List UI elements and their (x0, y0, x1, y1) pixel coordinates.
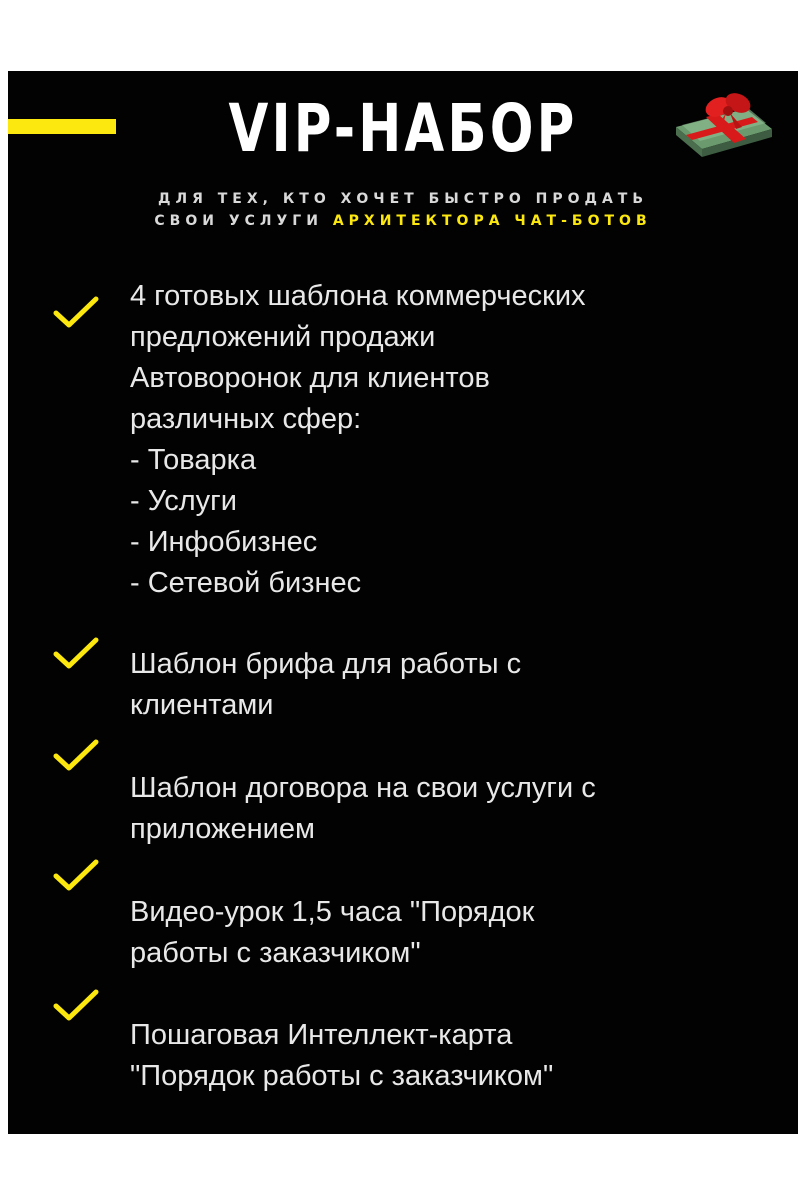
checkmark-icon (52, 736, 102, 776)
checkmark-icon (52, 634, 102, 674)
checkmark-icon (52, 856, 102, 896)
checkmark-icon (52, 986, 102, 1026)
list-item-text: Шаблон договора на свои услуги с приложением (130, 772, 596, 845)
list-item-text: Видео-урок 1,5 часа "Порядок работы с заказчиком" (130, 896, 535, 969)
subtitle-highlight: АРХИТЕКТОРА ЧАТ-БОТОВ (332, 213, 652, 229)
list-item-text: Пошаговая Интеллект-карта "Порядок работы с заказчиком" (130, 1019, 554, 1092)
subtitle-prefix: СВОИ УСЛУГИ (154, 213, 333, 229)
list-item-text: 4 готовых шаблона коммерческих предложений продажи Автоворонок для клиентов различных сфер: - Товарка - Услуги - Инфобизнес - Сетевой бизнес (130, 280, 586, 599)
list-item-text: Шаблон брифа для работы с клиентами (130, 648, 522, 721)
subtitle (8, 188, 798, 232)
gift-box-icon (668, 79, 778, 159)
vip-set-card (8, 71, 798, 1134)
checkmark-icon (52, 293, 102, 333)
subtitle-line-1: ДЛЯ ТЕХ, КТО ХОЧЕТ БЫСТРО ПРОДАТЬ (157, 191, 649, 207)
page-title: VIP-НАБОР (228, 90, 578, 167)
subtitle-line-2 (8, 210, 798, 232)
